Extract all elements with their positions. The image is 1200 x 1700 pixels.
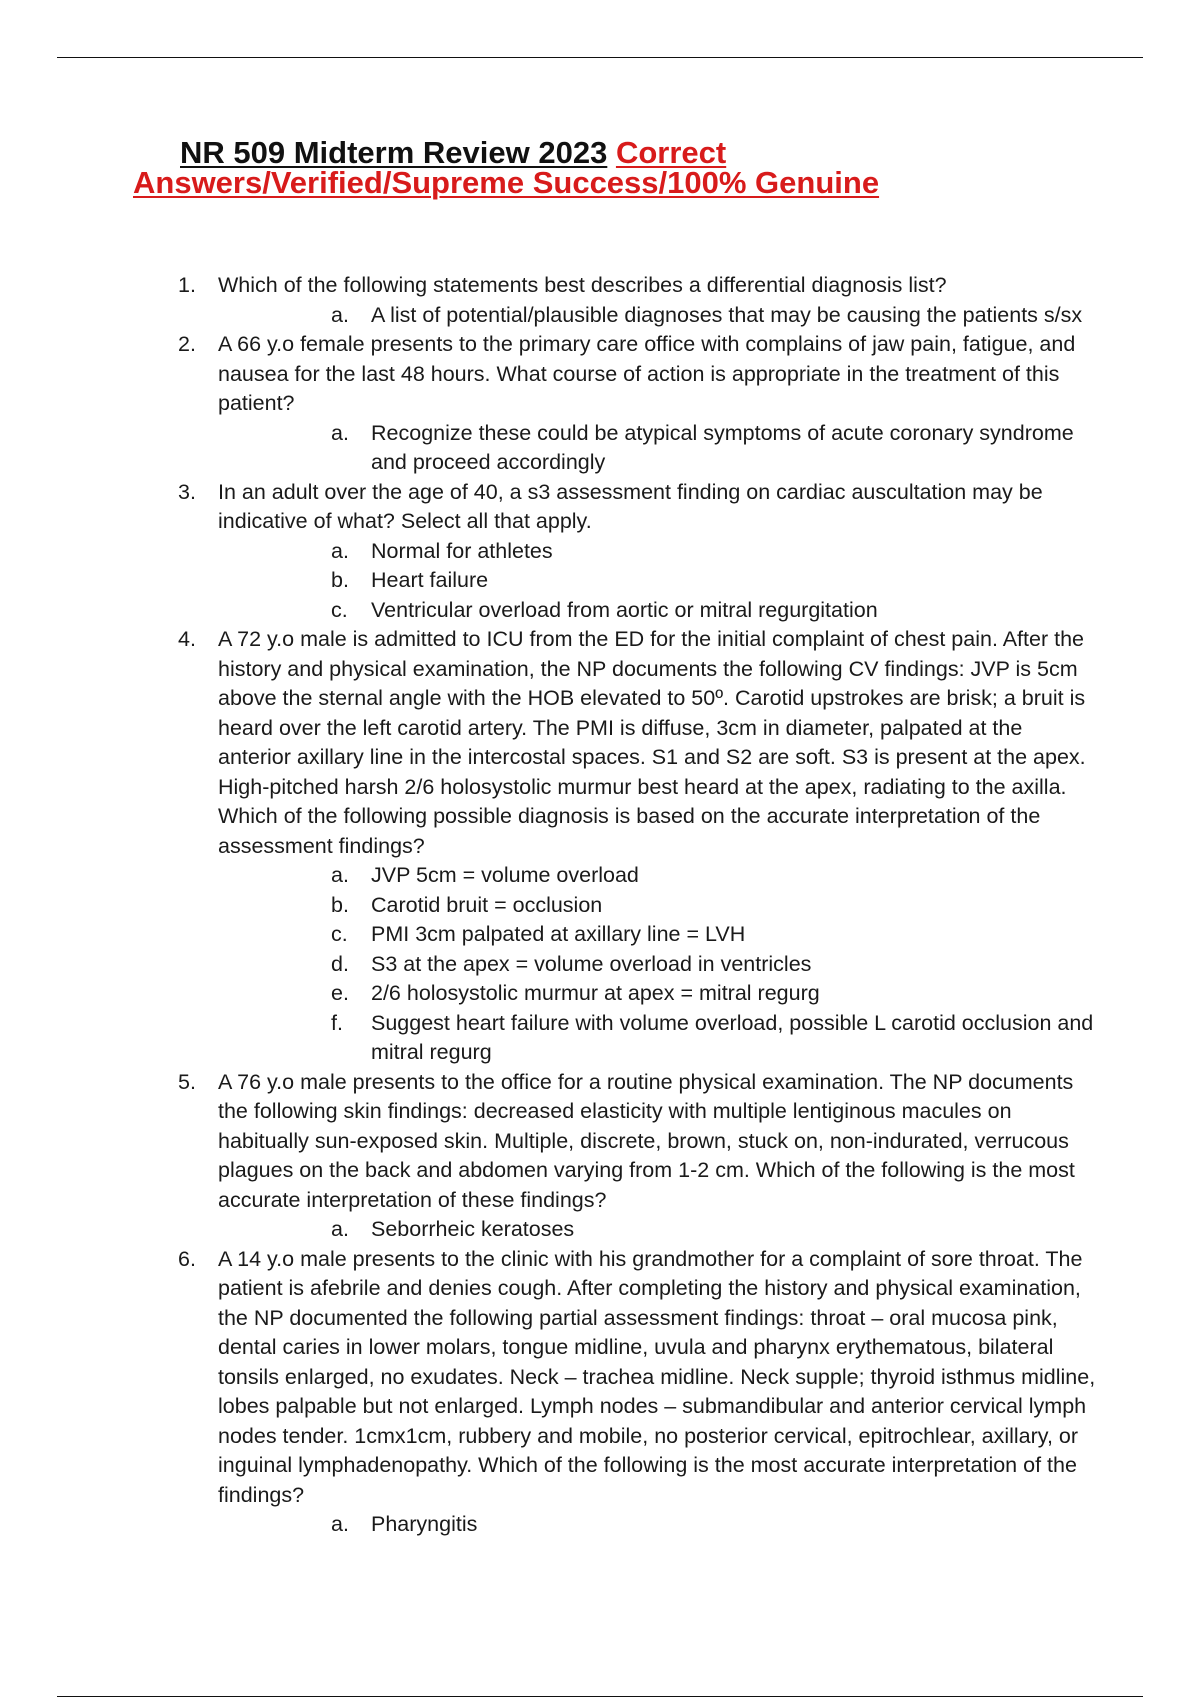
title-line-1 (133, 135, 1133, 170)
answer-letter: a. (331, 538, 349, 563)
answer-text: Recognize these could be atypical symptoms of acute coronary syndrome and proceed accordingly (371, 420, 1074, 474)
answer-list (218, 537, 1098, 626)
question-text: Which of the following statements best describes a differential diagnosis list? (218, 273, 947, 297)
question-item (178, 625, 1098, 1068)
question-item (178, 271, 1098, 330)
answer-letter: b. (331, 892, 349, 917)
answer-text: S3 at the apex = volume overload in ventricles (371, 951, 812, 976)
answer-letter: c. (331, 597, 348, 622)
question-number: 1. (178, 273, 196, 297)
bottom-divider (57, 1696, 1143, 1697)
answer-text: Heart failure (371, 568, 489, 592)
question-number: 5. (178, 1069, 196, 1094)
answer-list (218, 1510, 1098, 1540)
answer-letter: a. (331, 420, 349, 445)
answer-item (331, 920, 1098, 950)
answer-item (331, 891, 1098, 921)
answer-item (331, 537, 1098, 567)
answer-letter: c. (331, 922, 348, 946)
answer-letter: a. (331, 1512, 349, 1536)
answer-item (331, 979, 1098, 1009)
question-text: A 76 y.o male presents to the office for a routine physical examination. The NP documents the following skin findings: decreased elasticity with multiple lentiginous macules on habitually sun-exposed skin. Multiple, discrete, brown, stuck on, non-indurated, verrucous plagues on the back and abdomen varying from 1-2 cm. Which of the following is the most accurate interpretation of these findings? (218, 1069, 1075, 1212)
question-number: 3. (178, 479, 196, 504)
answer-letter: a. (331, 863, 349, 887)
answer-text: Normal for athletes (371, 538, 553, 563)
document-title (133, 135, 1133, 200)
answer-letter: e. (331, 981, 349, 1005)
title-red-text-2: Answers/Verified/Supreme Success/100% Genuine (133, 165, 880, 200)
answer-item (331, 301, 1098, 331)
question-number: 6. (178, 1246, 196, 1271)
answer-list (218, 301, 1098, 331)
question-number: 2. (178, 332, 196, 356)
answer-text: A list of potential/plausible diagnoses that may be causing the patients s/sx (371, 302, 1083, 327)
answer-text: 2/6 holosystolic murmur at apex = mitral regurg (371, 981, 820, 1005)
answer-text: Pharyngitis (371, 1512, 478, 1536)
answer-letter: f. (331, 1010, 343, 1035)
answer-text: Seborrheic keratoses (371, 1217, 575, 1241)
question-item (178, 478, 1098, 626)
question-text: A 14 y.o male presents to the clinic with his grandmother for a complaint of sore throat. The patient is afebrile and denies cough. After completing the history and physical examination, the NP documented the following partial assessment findings: throat – oral mucosa pink, dental caries in lower molars, tongue midline, uvula and pharynx erythematous, bilateral tonsils enlarged, no exudates. Neck – trachea midline. Neck supple; thyroid isthmus midline, lobes palpable but not enlarged. Lymph nodes – submandibular and anterior cervical lymph nodes tender. 1cmx1cm, rubbery and mobile, no posterior cervical, epitrochlear, axillary, or inguinal lymphadenopathy. Which of the following is the most accurate interpretation of the findings? (218, 1246, 1096, 1507)
answer-text: PMI 3cm palpated at axillary line = LVH (371, 922, 746, 946)
answer-item (331, 950, 1098, 980)
question-list (178, 271, 1098, 1540)
question-number: 4. (178, 627, 196, 651)
question-item (178, 330, 1098, 478)
answer-item (331, 566, 1098, 596)
answer-text: JVP 5cm = volume overload (371, 863, 639, 887)
title-course-text: NR 509 Midterm Review 2023 (180, 135, 608, 170)
question-item (178, 1245, 1098, 1540)
answer-item (331, 1009, 1098, 1068)
answer-letter: a. (331, 1217, 349, 1241)
top-divider (57, 57, 1143, 58)
answer-item (331, 419, 1098, 478)
answer-text: Suggest heart failure with volume overload, possible L carotid occlusion and mitral regurg (371, 1010, 1094, 1064)
question-text: A 72 y.o male is admitted to ICU from the ED for the initial complaint of chest pain. After the history and physical examination, the NP documents the following CV findings: JVP is 5cm above the sternal angle with the HOB elevated to 50º. Carotid upstrokes are brisk; a bruit is heard over the left carotid artery. The PMI is diffuse, 3cm in diameter, palpated at the anterior axillary line in the intercostal spaces. S1 and S2 are soft. S3 is present at the apex. High-pitched harsh 2/6 holosystolic murmur best heard at the apex, radiating to the axilla. Which of the following possible diagnosis is based on the accurate interpretation of the assessment findings? (218, 627, 1086, 858)
answer-text: Carotid bruit = occlusion (371, 892, 603, 917)
answer-letter: b. (331, 568, 349, 592)
answer-letter: a. (331, 302, 349, 327)
answer-text: Ventricular overload from aortic or mitral regurgitation (371, 597, 878, 622)
answer-list (218, 419, 1098, 478)
title-line-2 (133, 165, 1133, 200)
question-text: A 66 y.o female presents to the primary care office with complains of jaw pain, fatigue, and nausea for the last 48 hours. What course of action is appropriate in the treatment of this patient? (218, 332, 1076, 415)
answer-item (331, 596, 1098, 626)
answer-list (218, 861, 1098, 1068)
question-text: In an adult over the age of 40, a s3 assessment finding on cardiac auscultation may be indicative of what? Select all that apply. (218, 479, 1043, 533)
answer-item (331, 861, 1098, 891)
answer-letter: d. (331, 951, 349, 976)
answer-list (218, 1215, 1098, 1245)
title-red-text-1: Correct (615, 135, 727, 170)
answer-item (331, 1215, 1098, 1245)
answer-item (331, 1510, 1098, 1540)
question-item (178, 1068, 1098, 1245)
